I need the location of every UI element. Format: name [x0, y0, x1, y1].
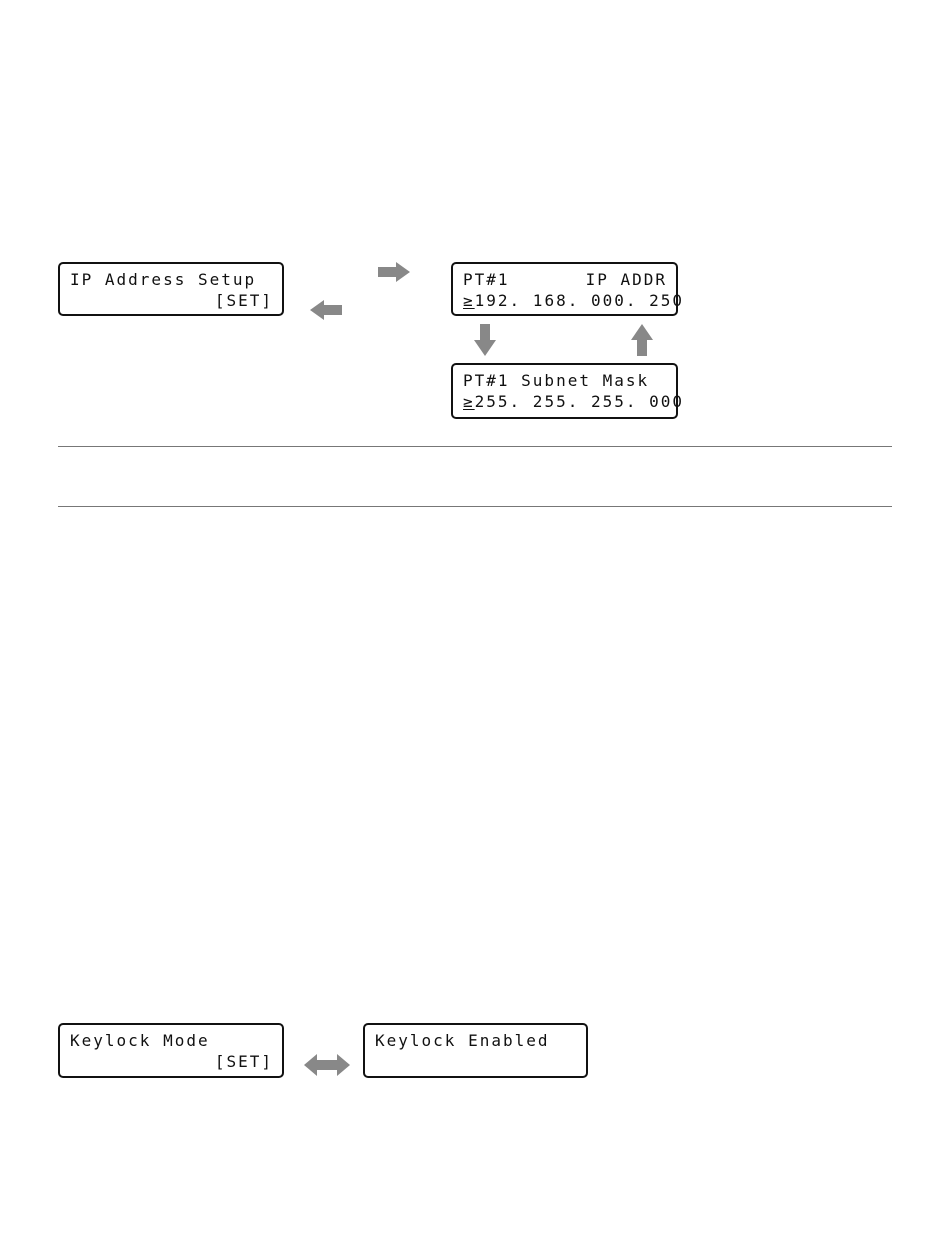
lcd-line-2: [SET]: [214, 1052, 273, 1071]
cursor-symbol: ≥: [463, 392, 475, 411]
lcd-line-1: Keylock Enabled: [375, 1031, 550, 1050]
lcd-ip-address-setup: [58, 262, 284, 316]
port-label: PT#1: [463, 270, 510, 289]
lcd-line-1: PT#1 Subnet Mask: [463, 371, 650, 390]
arrow-double-icon: [304, 1054, 350, 1076]
lcd-keylock-enabled: [363, 1023, 588, 1078]
arrow-left-icon: [310, 300, 342, 320]
lcd-keylock-mode: [58, 1023, 284, 1078]
arrow-right-icon: [378, 262, 410, 282]
arrow-up-icon: [631, 324, 653, 356]
lcd-line-2: [463, 290, 685, 312]
arrow-down-icon: [474, 324, 496, 356]
cursor-symbol: ≥: [463, 291, 475, 310]
lcd-subnet-mask: [451, 363, 685, 419]
ip-addr-label: IP ADDR: [585, 270, 667, 289]
lcd-line-2: [SET]: [214, 291, 273, 310]
lcd-line-2: [375, 1051, 577, 1073]
divider-bottom: [58, 506, 892, 507]
lcd-line-1: [463, 269, 667, 291]
lcd-line-2: [463, 391, 685, 413]
divider-top: [58, 446, 892, 447]
lcd-line-1: Keylock Mode: [70, 1031, 210, 1050]
ip-address-value: 192. 168. 000. 250: [474, 291, 685, 310]
lcd-ip-addr: [451, 262, 685, 316]
lcd-line-1: IP Address Setup: [70, 270, 257, 289]
subnet-mask-value: 255. 255. 255. 000: [474, 392, 685, 411]
